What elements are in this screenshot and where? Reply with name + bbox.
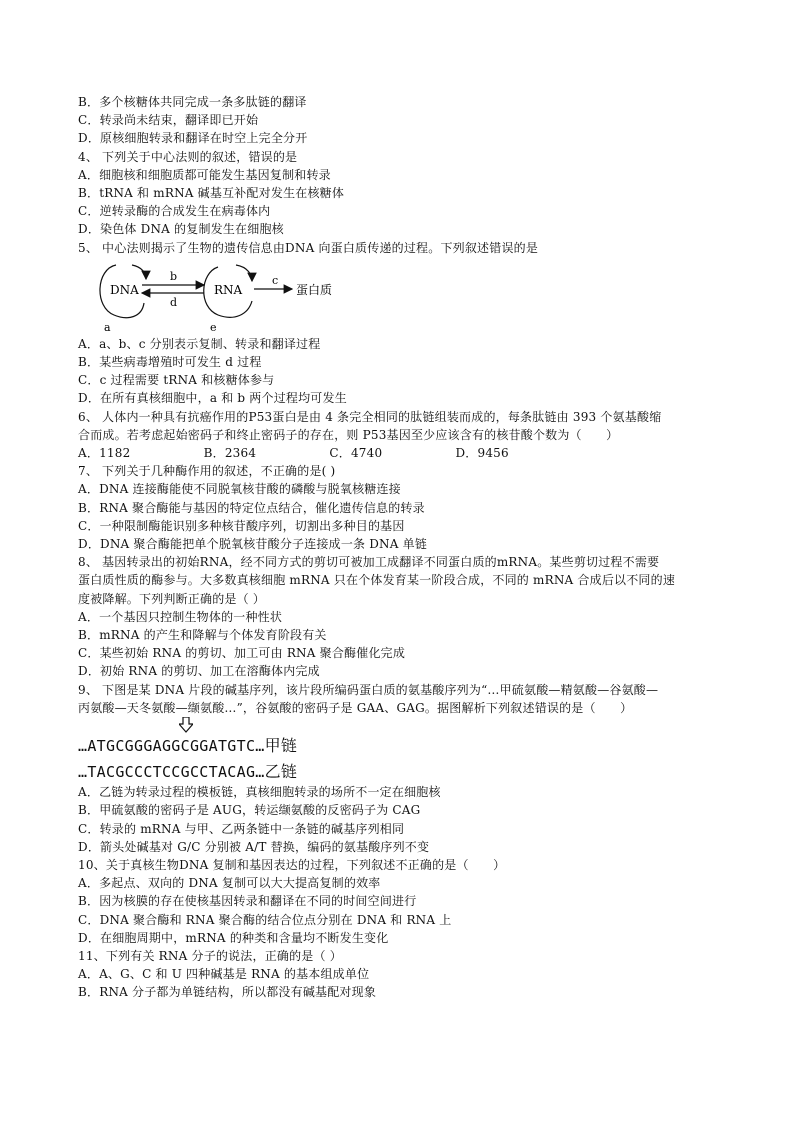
question-6-options: A．1182 B．2364 C．4740 D．9456 bbox=[78, 446, 509, 461]
text-line: D．染色体 DNA 的复制发生在细胞核 bbox=[78, 222, 284, 237]
text-block-top bbox=[78, 93, 738, 257]
text-line: A．多起点、双向的 DNA 复制可以大大提高复制的效率 bbox=[78, 876, 381, 891]
exam-page bbox=[78, 93, 738, 1002]
text-line: 丙氨酸—天冬氨酸—缬氨酸…”，谷氨酸的密码子是 GAA、GAG。据图解析下列叙述错误的是（ ） bbox=[78, 700, 633, 715]
question-4-stem: 4、 下列关于中心法则的叙述，错误的是 bbox=[78, 149, 298, 164]
strand-yi-sequence: …TACGCCCTCCGCCTACAG… bbox=[78, 763, 265, 782]
text-line: A．a、b、c 分别表示复制、转录和翻译过程 bbox=[78, 336, 321, 351]
question-6-stem: 6、 人体内一种具有抗癌作用的P53蛋白是由 4 条完全相同的肽链组装而成的，每条肽链由 393 个氨基酸缩 bbox=[78, 409, 662, 424]
label-c: c bbox=[272, 273, 279, 287]
text-line: 蛋白质性质的酶参与。大多数真核细胞 mRNA 只在个体发育某一阶段合成，不同的 mRNA 合成后以不同的速 bbox=[78, 573, 676, 588]
text-line: D．箭头处碱基对 G/C 分别被 A/T 替换，编码的氨基酸序列不变 bbox=[78, 839, 430, 854]
text-line: A．DNA 连接酶能使不同脱氧核苷酸的磷酸与脱氧核糖连接 bbox=[78, 482, 401, 497]
strand-jia bbox=[78, 733, 297, 756]
text-line: B．多个核糖体共同完成一条多肽链的翻译 bbox=[78, 95, 307, 109]
text-line: D．原核细胞转录和翻译在时空上完全分开 bbox=[78, 131, 308, 146]
text-line: A．细胞核和细胞质都可能发生基因复制和转录 bbox=[78, 167, 331, 182]
text-line: C．转录尚未结束，翻译即已开始 bbox=[78, 113, 259, 128]
text-line: C．DNA 聚合酶和 RNA 聚合酶的结合位点分别在 DNA 和 RNA 上 bbox=[78, 912, 452, 927]
dna-label: DNA bbox=[110, 282, 139, 297]
strand-jia-name: 甲链 bbox=[264, 736, 298, 756]
text-line: B．tRNA 和 mRNA 碱基互补配对发生在核糖体 bbox=[78, 186, 345, 201]
text-block-mid bbox=[78, 335, 738, 717]
label-d: d bbox=[170, 295, 178, 309]
dna-sequence-figure bbox=[78, 731, 738, 783]
text-line: D．初始 RNA 的剪切、加工在溶酶体内完成 bbox=[78, 664, 320, 679]
text-line: A．乙链为转录过程的模板链，真核细胞转录的场所不一定在细胞核 bbox=[78, 785, 441, 800]
text-line: C．逆转录酶的合成发生在病毒体内 bbox=[78, 204, 271, 219]
text-line: A．一个基因只控制生物体的一种性状 bbox=[78, 609, 283, 624]
text-line: B．因为核膜的存在使核基因转录和翻译在不同的时间空间进行 bbox=[78, 894, 417, 909]
strand-jia-sequence: …ATGCGGGAGGCGGATGTC… bbox=[78, 737, 265, 756]
text-line: B．mRNA 的产生和降解与个体发育阶段有关 bbox=[78, 628, 327, 643]
text-line: D．在细胞周期中，mRNA 的种类和含量均不断发生变化 bbox=[78, 930, 389, 945]
text-line: C．转录的 mRNA 与甲、乙两条链中一条链的碱基序列相同 bbox=[78, 821, 405, 836]
text-line: B．某些病毒增殖时可发生 d 过程 bbox=[78, 355, 262, 370]
text-line: D．DNA 聚合酶能把单个脱氧核苷酸分子连接成一条 DNA 单链 bbox=[78, 537, 428, 552]
question-11-stem: 11、下列有关 RNA 分子的说法，正确的是（ ） bbox=[78, 948, 342, 963]
text-block-bottom bbox=[78, 783, 738, 1001]
text-line: A．A、G、C 和 U 四种碱基是 RNA 的基本组成单位 bbox=[78, 967, 370, 982]
protein-label: 蛋白质 bbox=[296, 282, 333, 297]
central-dogma-diagram bbox=[78, 257, 738, 335]
mutation-arrow-icon bbox=[179, 717, 193, 733]
text-line: D．在所有真核细胞中，a 和 b 两个过程均可发生 bbox=[78, 391, 347, 406]
text-line: B．RNA 聚合酶能与基因的特定位点结合，催化遗传信息的转录 bbox=[78, 500, 425, 515]
label-e: e bbox=[210, 320, 217, 334]
label-b: b bbox=[170, 269, 178, 283]
text-line: C．某些初始 RNA 的剪切、加工可由 RNA 聚合酶催化完成 bbox=[78, 646, 406, 661]
text-line: C．一种限制酶能识别多种核苷酸序列，切割出多种目的基因 bbox=[78, 518, 405, 533]
text-line: 合而成。若考虑起始密码子和终止密码子的存在，则 P53基因至少应该含有的核苷酸个数为（ ） bbox=[78, 427, 619, 442]
question-7-stem: 7、 下列关于几种酶作用的叙述，不正确的是( ) bbox=[78, 464, 336, 479]
question-5-stem: 5、 中心法则揭示了生物的遗传信息由DNA 向蛋白质传递的过程。下列叙述错误的是 bbox=[78, 240, 539, 255]
text-line: B．甲硫氨酸的密码子是 AUG，转运缬氨酸的反密码子为 CAG bbox=[78, 803, 421, 818]
strand-yi bbox=[78, 759, 297, 782]
rna-label: RNA bbox=[214, 282, 243, 297]
question-9-stem: 9、 下图是某 DNA 片段的碱基序列，该片段所编码蛋白质的氨基酸序列为“…甲硫氨酸—精氨酸—谷氨酸— bbox=[78, 682, 659, 697]
text-line: 度被降解。下列判断正确的是（ ） bbox=[78, 591, 266, 606]
question-10-stem: 10、关于真核生物DNA 复制和基因表达的过程，下列叙述不正确的是（ ） bbox=[78, 857, 506, 872]
text-line: C．c 过程需要 tRNA 和核糖体参与 bbox=[78, 373, 275, 388]
strand-yi-name: 乙链 bbox=[264, 762, 298, 782]
label-a: a bbox=[104, 320, 111, 334]
question-8-stem: 8、 基因转录出的初始RNA，经不同方式的剪切可被加工成翻译不同蛋白质的mRNA。某些剪切过程不需要 bbox=[78, 555, 660, 570]
text-line: B．RNA 分子都为单链结构，所以都没有碱基配对现象 bbox=[78, 985, 377, 1000]
